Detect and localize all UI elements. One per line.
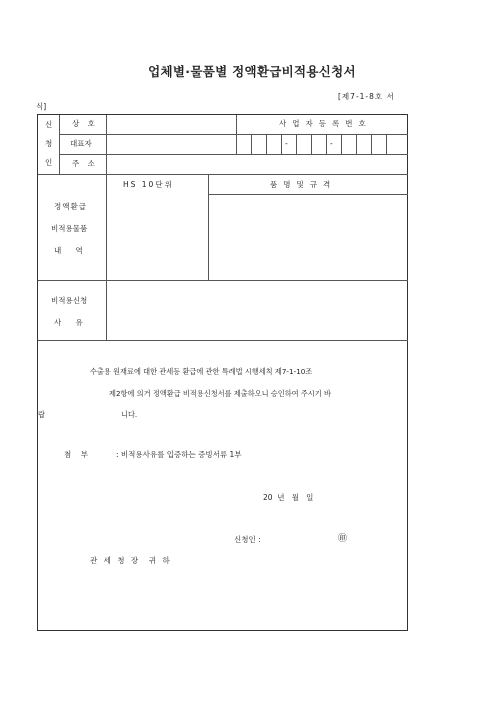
rule xyxy=(106,280,107,340)
fixed-refund-label: 비적용물품 xyxy=(51,224,88,233)
rule xyxy=(106,174,107,280)
rule xyxy=(38,340,408,341)
rule xyxy=(356,134,357,155)
rule xyxy=(208,194,408,195)
seal-mark: ㊞ xyxy=(338,534,348,544)
document-title: 업체별·물품별 정액환급비적용신청서 xyxy=(148,64,356,79)
representative-label: 대표자 xyxy=(70,139,92,148)
fixed-refund-label: 정액환급 xyxy=(54,202,87,211)
rule xyxy=(236,115,237,155)
rule xyxy=(106,115,107,174)
rule xyxy=(251,134,252,155)
company-name-label: 상 호 xyxy=(72,119,98,128)
body-text-line: 제2항에 의거 정액환급 비적용신청서를 제출하오니 승인하여 주시기 바 xyxy=(109,389,331,398)
reason-label: 비적용신청 xyxy=(51,296,88,305)
applicant-label-char: 신 xyxy=(45,120,53,129)
registration-dash: - xyxy=(285,139,288,148)
rule xyxy=(59,115,60,174)
body-text-line: 니다. xyxy=(121,410,138,419)
rule xyxy=(38,280,408,281)
rule xyxy=(386,134,387,155)
rule xyxy=(281,134,282,155)
fixed-refund-label: 내 역 xyxy=(54,246,83,255)
form-number: [제7-1-8호 서 xyxy=(338,92,395,101)
item-spec-header: 품명및규격 xyxy=(270,180,337,189)
signature-label: 신청인 : xyxy=(234,535,261,544)
applicant-label-char: 인 xyxy=(45,158,53,167)
application-form xyxy=(37,114,408,631)
rule xyxy=(296,134,297,155)
date-line: 20 년 월 일 xyxy=(263,493,314,502)
body-text-line: 랍 xyxy=(38,410,45,419)
body-text-line: 수출용 원재료에 대한 관세등 환급에 관한 특례법 시행세칙 제7-1-10조 xyxy=(90,367,313,376)
rule xyxy=(38,174,408,175)
rule xyxy=(371,134,372,155)
rule xyxy=(266,134,267,155)
applicant-label-char: 청 xyxy=(45,139,53,148)
rule xyxy=(311,134,312,155)
business-registration-label: 사업자등록번호 xyxy=(279,119,372,128)
form-number-continued: 식] xyxy=(36,102,47,111)
attachment-label: 첨 부 xyxy=(64,450,89,459)
addressee: 관 세 청 장 귀 하 xyxy=(90,556,172,565)
reason-label: 사 유 xyxy=(54,318,83,327)
rule xyxy=(326,134,327,155)
rule xyxy=(208,174,209,280)
hs-code-header: HS 10단위 xyxy=(123,180,174,189)
attachment-text: : 비적용사유를 입증하는 증빙서류 1부 xyxy=(116,450,242,459)
address-label: 주 소 xyxy=(72,159,98,168)
registration-dash: - xyxy=(330,139,333,148)
rule xyxy=(341,134,342,155)
